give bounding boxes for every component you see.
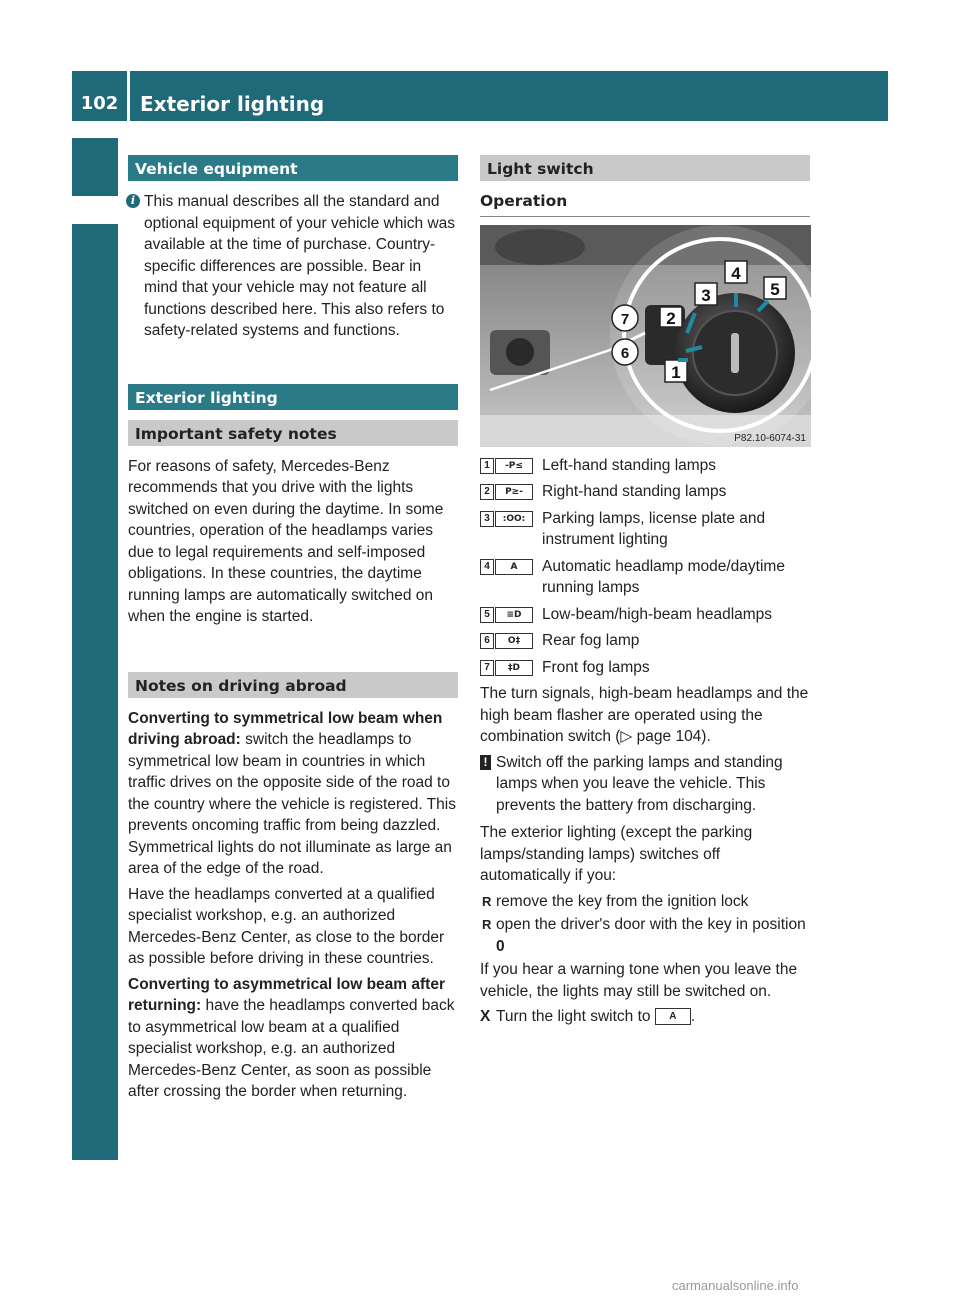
light-switch-figure (480, 225, 811, 447)
legend-label: Left-hand standing lamps (542, 456, 717, 474)
warning-tone-paragraph: If you hear a warning tone when you leave the vehicle, the lights may still be switched on. (480, 961, 798, 1000)
legend-number: 1 (480, 458, 494, 474)
turn-signals-text: The turn signals, high-beam headlamps and the high beam flasher are operated using the combination switch ( (480, 685, 809, 745)
legend-item (480, 556, 810, 599)
legend-label: Low-beam/high-beam headlamps (542, 605, 773, 623)
front-fog-lamp-icon: ‡D (495, 660, 533, 676)
bullet-item (480, 914, 810, 957)
warning-text: Switch off the parking lamps and standing lamps when you leave the vehicle. This prevents the battery from discharging. (496, 753, 783, 814)
safety-notes-heading: Important safety notes (128, 420, 458, 446)
legend-label: Automatic headlamp mode/daytime running lamps (542, 557, 785, 596)
parking-lamp-icon: :OO: (495, 511, 533, 527)
rear-fog-lamp-icon: O‡ (495, 633, 533, 649)
legend-item (480, 657, 810, 679)
exterior-lighting-heading: Exterior lighting (128, 384, 458, 410)
bullet-item (480, 891, 810, 913)
converting-asymmetrical-text: have the headlamps converted back to asymmetrical low beam at a qualified specialist workshop, e.g. an authorized Mercedes-Benz Center, as soon as possible after crossing the border when returning. (128, 997, 455, 1100)
page-reference-arrow-icon: ▷ (620, 728, 637, 745)
legend-number: 6 (480, 633, 494, 649)
warning-note (480, 752, 810, 817)
auto-mode-icon: A (655, 1008, 691, 1025)
converting-symmetrical-label: Converting to symmetrical low beam when driving abroad: (128, 709, 443, 748)
left-column (128, 155, 458, 1107)
legend-item (480, 455, 810, 477)
legend-number: 7 (480, 660, 494, 676)
exterior-off-paragraph: The exterior lighting (except the parking lamps/standing lamps) switches off automatically if you: (480, 824, 753, 884)
legend-label: Rear fog lamp (542, 632, 640, 649)
header-divider (127, 71, 130, 121)
light-switch-heading: Light switch (480, 155, 810, 181)
side-tab-marker (72, 196, 118, 224)
legend-item (480, 630, 810, 652)
vehicle-equipment-heading: Vehicle equipment (128, 155, 458, 181)
figure-callout-4: 4 (731, 263, 741, 283)
legend-list (480, 455, 810, 679)
light-switch-photo (480, 225, 811, 447)
bullet-icon: R (482, 893, 492, 909)
figure-callout-6: 6 (620, 344, 630, 362)
info-note (128, 191, 458, 342)
position-value: 0 (496, 937, 505, 955)
converting-asymmetrical-paragraph (128, 974, 458, 1103)
footer-watermark: carmanualsonline.info (672, 1278, 799, 1293)
legend-item (480, 508, 810, 551)
converting-symmetrical-paragraph (128, 708, 458, 880)
action-suffix: . (690, 1008, 696, 1025)
legend-number: 4 (480, 559, 494, 575)
action-arrow-icon: X (480, 1008, 491, 1025)
bullet-icon: R (482, 917, 492, 932)
legend-number: 5 (480, 607, 494, 623)
figure-callout-2: 2 (666, 308, 676, 328)
legend-label: Right-hand standing lamps (542, 483, 727, 500)
turn-signals-paragraph (480, 683, 810, 748)
page-number: 102 (80, 93, 119, 114)
info-icon: i (126, 194, 140, 208)
action-step (480, 1006, 810, 1028)
bullet-text: remove the key from the ignition lock (496, 892, 749, 910)
chapter-title: Exterior lighting (140, 92, 325, 116)
converting-asymmetrical-label: Converting to asymmetrical low beam after returning: (128, 975, 445, 1014)
figure-code: P82.10-6074-31 (734, 432, 806, 444)
page-reference-text: page 104). (636, 728, 711, 745)
have-converted-paragraph: Have the headlamps converted at a qualified specialist workshop, e.g. an authorized Mercedes-Benz Center, as close to the border as possible before driving in these countries. (128, 885, 445, 967)
warning-icon: ! (480, 755, 491, 770)
auto-headlamp-icon: A (495, 559, 533, 575)
side-tab-label: Lights and windshield wipers (83, 787, 107, 1117)
converting-symmetrical-text: switch the headlamps to symmetrical low beam in countries in which traffic drives on the opposite side of the road to the country where the vehicle is registered. This prevents oncoming traffic from being dazzled. Symmetrical lights do not illuminate as large an area of the edge of the road. (128, 731, 456, 877)
figure-callout-3: 3 (701, 285, 711, 305)
operation-heading: Operation (480, 191, 810, 217)
figure-callout-5: 5 (770, 279, 780, 299)
legend-number: 2 (480, 484, 494, 500)
legend-item (480, 481, 810, 503)
legend-item (480, 604, 810, 626)
legend-label: Front fog lamps (542, 658, 650, 676)
legend-label: Parking lamps, license plate and instrument lighting (542, 509, 766, 548)
standing-lamp-right-icon: P≥- (495, 484, 533, 500)
action-text: Turn the light switch to (496, 1008, 651, 1025)
driving-abroad-heading: Notes on driving abroad (128, 672, 458, 698)
info-note-text: This manual describes all the standard and optional equipment of your vehicle which was available at the time of purchase. Country-specific differences are possible. Bear in mind that your vehicle may not feature all functions described here. This also refers to safety-related systems and functions. (144, 193, 456, 339)
legend-number: 3 (480, 511, 494, 527)
safety-text: For reasons of safety, Mercedes-Benz recommends that you drive with the lights switched on even during the daytime. In some countries, operation of the headlamps varies due to legal requirements and self-imposed obligations. In these countries, the daytime running lamps are automatically switched on when the engine is started. (128, 457, 444, 625)
figure-callout-7: 7 (620, 310, 630, 328)
low-beam-icon: ≡D (495, 607, 533, 623)
page-header (72, 71, 888, 121)
bullet-text: open the driver's door with the key in position (496, 916, 806, 933)
figure-callout-1: 1 (671, 362, 681, 382)
standing-lamp-left-icon: -P≤ (495, 458, 533, 474)
right-column (480, 155, 810, 1028)
